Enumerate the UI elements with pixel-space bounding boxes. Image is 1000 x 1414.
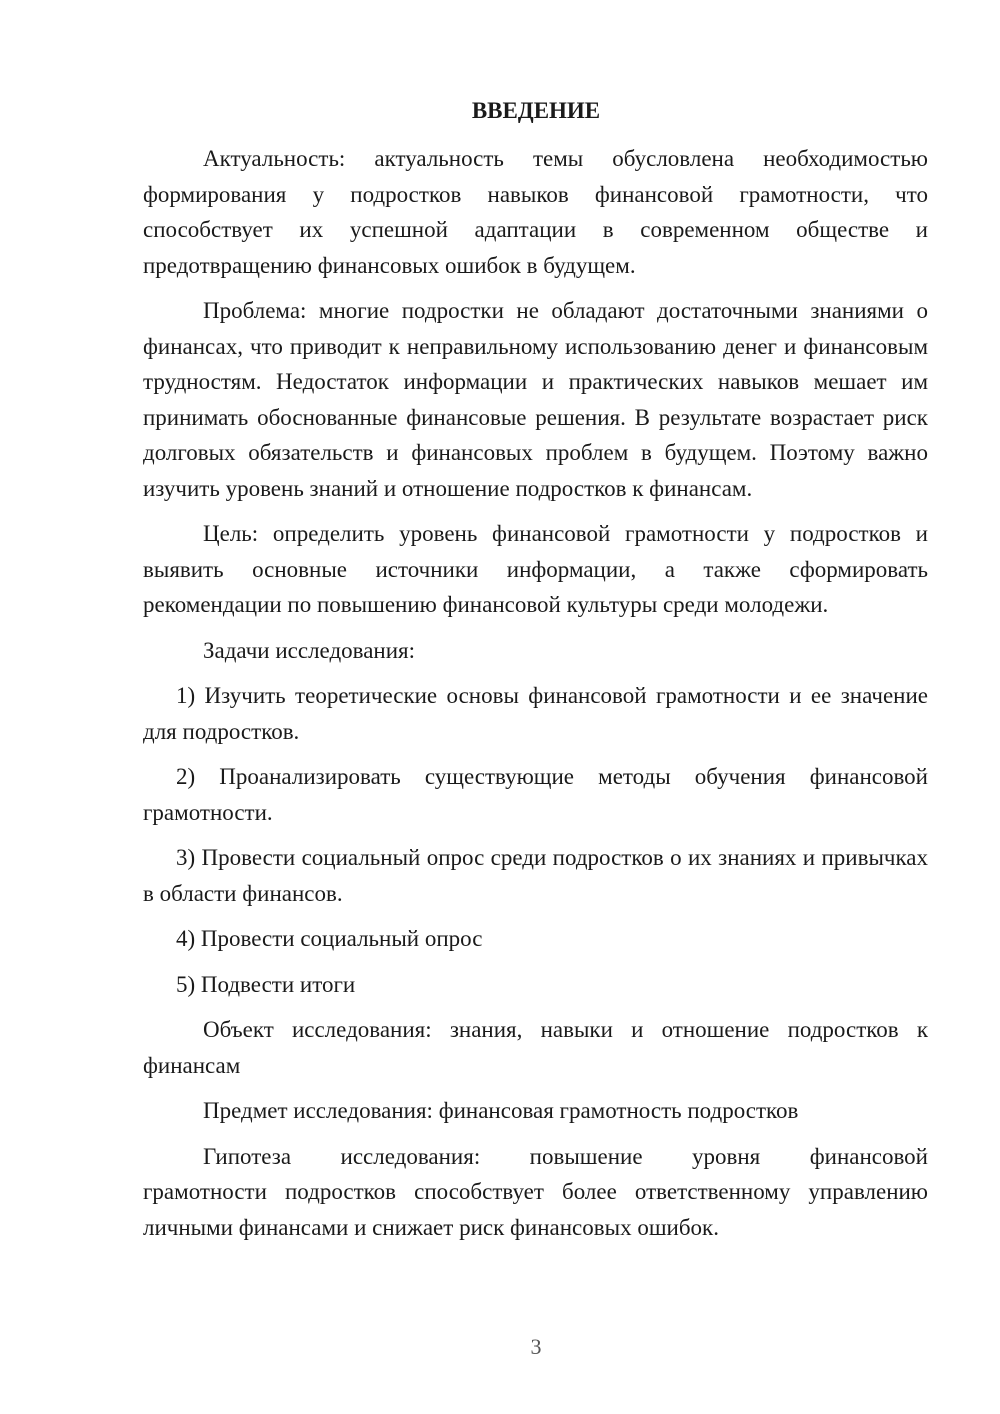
document-body	[143, 141, 928, 1255]
task-item-2: 2) Проанализировать существующие методы обучения финансовой грамотности.	[143, 764, 928, 825]
goal-paragraph: Цель: определить уровень финансовой грамотности у подростков и выявить основные источники информации, а также сформировать рекомендации по повышению финансовой культуры среди молодежи.	[143, 521, 928, 617]
task-item-4: 4) Провести социальный опрос	[176, 926, 483, 951]
tasks-heading: Задачи исследования:	[203, 637, 416, 663]
problem-paragraph: Проблема: многие подростки не обладают достаточными знаниями о финансах, что приводит к неправильному использованию денег и финансовым трудностям. Недостаток информации и практических навыков мешает им принимать обоснованные финансовые решения. В результате возрастает риск долговых обязательств и финансовых проблем в будущем. Поэтому важно изучить уровень знаний и отношение подростков к финансам.	[143, 298, 928, 501]
task-item-5: 5) Подвести итоги	[176, 971, 356, 997]
relevance-paragraph: Актуальность: актуальность темы обусловлена необходимостью формирования у подростков навыков финансовой грамотности, что способствует их успешной адаптации в современном обществе и предотвращению финансовых ошибок в будущем.	[143, 146, 928, 278]
object-paragraph: Объект исследования: знания, навыки и отношение подростков к финансам	[143, 1017, 928, 1078]
page-number: 3	[530, 1334, 542, 1359]
hypothesis-first-line: Гипотеза исследования: повышение уровня финансовой	[203, 1143, 928, 1169]
hypothesis-paragraph-continued: грамотности подростков способствует более ответственному управлению личными финансами и снижает риск финансовых ошибок.	[143, 1179, 928, 1240]
task-item-3: 3) Провести социальный опрос среди подростков о их знаниях и привычках в области финансов.	[143, 845, 928, 906]
task-item-1: 1) Изучить теоретические основы финансовой грамотности и ее значение для подростков.	[143, 683, 928, 744]
hypothesis-paragraph	[143, 1139, 928, 1175]
subject-paragraph: Предмет исследования: финансовая грамотность подростков	[203, 1098, 799, 1123]
page-title: ВВЕДЕНИЕ	[471, 98, 601, 123]
